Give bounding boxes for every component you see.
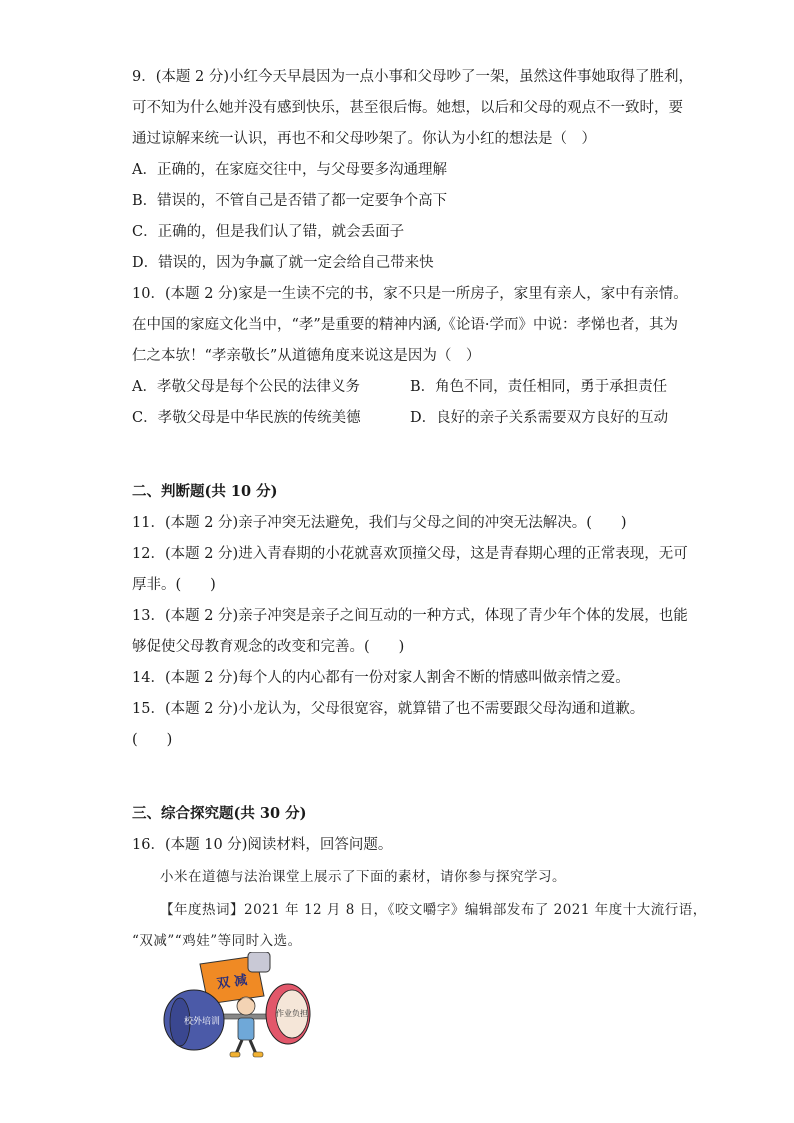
child-body [238,1018,254,1040]
q10-line-1: 10．(本题 2 分)家是一生读不完的书，家不只是一所房子，家里有亲人，家中有亲情。 [132,286,688,302]
q13-line-2: 够促使父母教育观念的改变和完善。( ) [132,639,405,655]
q11-line: 11．(本题 2 分)亲子冲突无法避免，我们与父母之间的冲突无法解决。( ) [132,515,627,531]
q16-material-line-2: “双减”“鸡娃”等同时入选。 [132,933,302,949]
q16-intro: 小米在道德与法治课堂上展示了下面的素材，请你参与探究学习。 [160,869,566,885]
q14-line: 14．(本题 2 分)每个人的内心都有一份对家人割舍不断的情感叫做亲情之爱。 [132,670,630,686]
q9-line-2: 可不知为什么她并没有感到快乐，甚至很后悔。她想，以后和父母的观点不一致时，要 [132,100,683,116]
q10-option-c: C．孝敬父母是中华民族的传统美德 [132,410,361,426]
left-weight-label: 校外培训 [183,1017,221,1027]
q10-options-row-1 [132,376,692,398]
section2-heading: 二、判断题(共 10 分) [132,483,278,500]
q9-option-c: C．正确的，但是我们认了错，就会丢面子 [132,224,405,240]
q10-option-d: D．良好的亲子关系需要双方良好的互动 [410,410,669,426]
sign-text: 双 减 [215,972,249,993]
pressing-hand [248,952,270,972]
q9-option-d: D．错误的，因为争赢了就一定会给自己带来快 [132,255,434,271]
q9-option-b: B．错误的，不管自己是否错了都一定要争个高下 [132,193,448,209]
child-shoe-left [230,1052,240,1057]
q15-line-1: 15．(本题 2 分)小龙认为，父母很宽容，就算错了也不需要跟父母沟通和道歉。 [132,701,645,717]
q10-options-row-2 [132,407,692,429]
q10-option-a: A．孝敬父母是每个公民的法律义务 [132,379,360,395]
q9-line-3: 通过谅解来统一认识，再也不和父母吵架了。你认为小红的想法是（ ） [132,131,596,147]
right-weight-label: 作业负担 [276,1009,308,1018]
q10-line-2: 在中国的家庭文化当中，“孝”是重要的精神内涵,《论语·学而》中说：孝悌也者，其为 [132,317,679,333]
q9-option-a: A．正确的，在家庭交往中，与父母要多沟通理解 [132,162,447,178]
section3-heading: 三、综合探究题(共 30 分) [132,805,307,822]
q16-material-line-1: 【年度热词】2021 年 12 月 8 日，《咬文嚼字》编辑部发布了 2021 年度十大流行语， [160,902,707,918]
q10-option-b: B．角色不同，责任相同，勇于承担责任 [410,379,668,395]
q12-line-1: 12．(本题 2 分)进入青春期的小花就喜欢顶撞父母，这是青春期心理的正常表现，无可 [132,546,688,562]
q16-line: 16．(本题 10 分)阅读材料，回答问题。 [132,837,393,853]
q13-line-1: 13．(本题 2 分)亲子冲突是亲子之间互动的一种方式，体现了青少年个体的发展，也能 [132,608,688,624]
q12-line-2: 厚非。( ) [132,577,216,593]
q10-line-3: 仁之本欤！“孝亲敬长”从道德角度来说这是因为（ ） [132,348,481,364]
double-reduction-cartoon [160,952,320,1060]
q9-line-1: 9．(本题 2 分)小红今天早晨因为一点小事和父母吵了一架，虽然这件事她取得了胜利， [132,69,693,85]
q15-line-2: ( ) [132,732,173,748]
child-shoe-right [253,1052,263,1057]
